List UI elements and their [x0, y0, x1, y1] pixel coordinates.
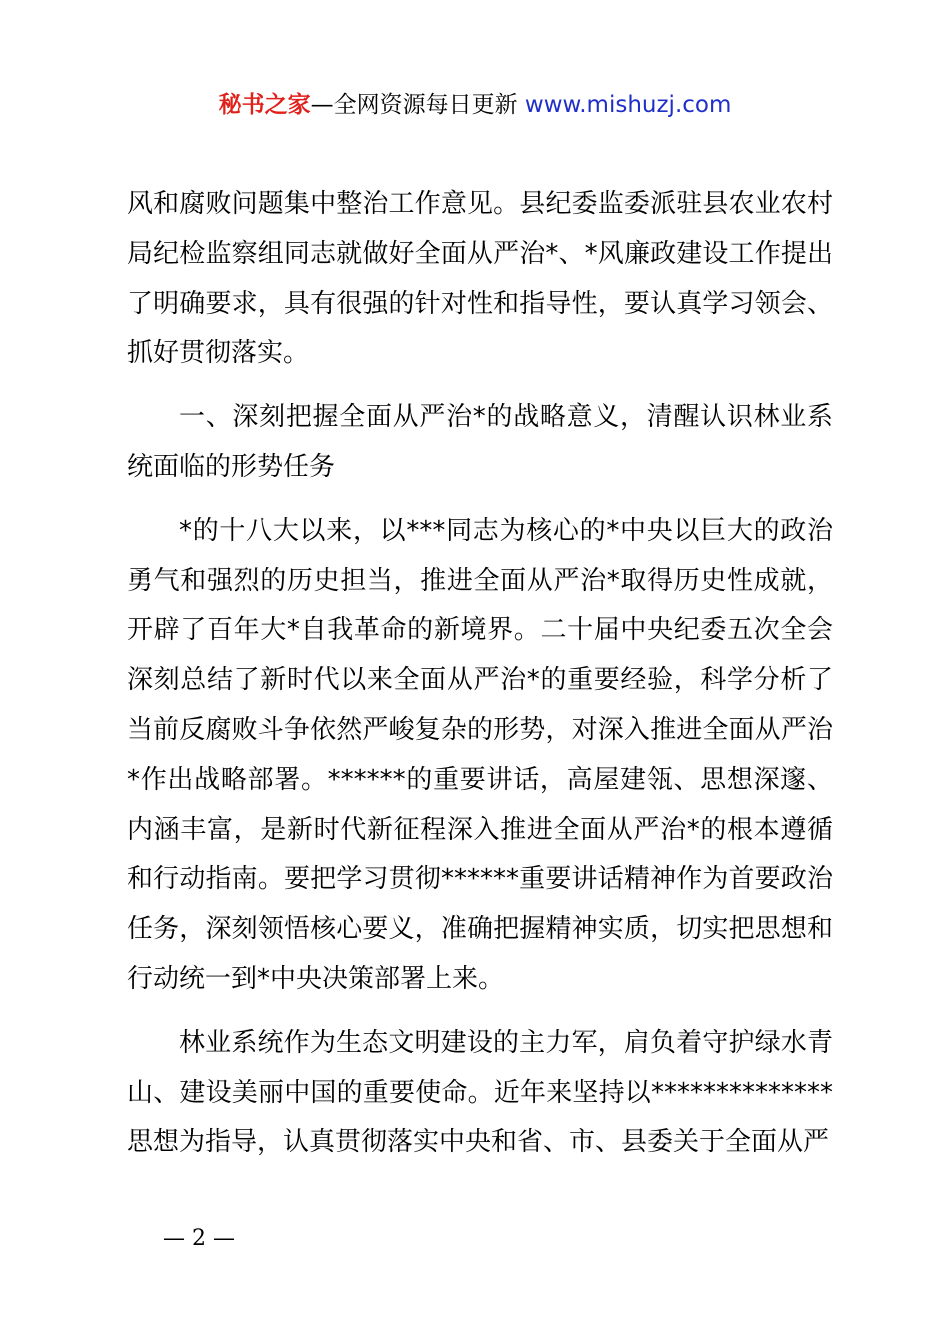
page-number: — 2 —	[163, 1226, 235, 1251]
site-url[interactable]: www.mishuzj.com	[524, 92, 732, 118]
page-header	[0, 88, 950, 122]
paragraph-continuation: 风和腐败问题集中整治工作意见。县纪委监委派驻县农业农村局纪检监察组同志就做好全面从严治*、*风廉政建设工作提出了明确要求，具有很强的针对性和指导性，要认真学习领会、抓好贯彻落实。	[127, 189, 833, 369]
brand-name: 秘书之家	[218, 92, 311, 118]
paragraph: *的十八大以来，以***同志为核心的*中央以巨大的政治勇气和强烈的历史担当，推进全面从严治*取得历史性成就，开辟了百年大*自我革命的新境界。二十届中央纪委五次全会深刻总结了新时代以来全面从严治*的重要经验，科学分析了当前反腐败斗争依然严峻复杂的形势，对深入推进全面从严治*作出战略部署。******的重要讲话，高屋建瓴、思想深邃、内涵丰富，是新时代新征程深入推进全面从严治*的根本遵循和行动指南。要把学习贯彻******重要讲话精神作为首要政治任务，深刻领悟核心要义，准确把握精神实质，切实把思想和行动统一到*中央决策部署上来。	[127, 515, 833, 994]
document-body	[127, 180, 833, 1168]
section-heading: 一、深刻把握全面从严治*的战略意义，清醒认识林业系统面临的形势任务	[127, 402, 833, 482]
paragraph: 林业系统作为生态文明建设的主力军，肩负着守护绿水青山、建设美丽中国的重要使命。近年来坚持以**************思想为指导，认真贯彻落实中央和省、市、县委关于全面从严	[127, 1027, 833, 1158]
header-tagline: —全网资源每日更新	[310, 92, 525, 118]
